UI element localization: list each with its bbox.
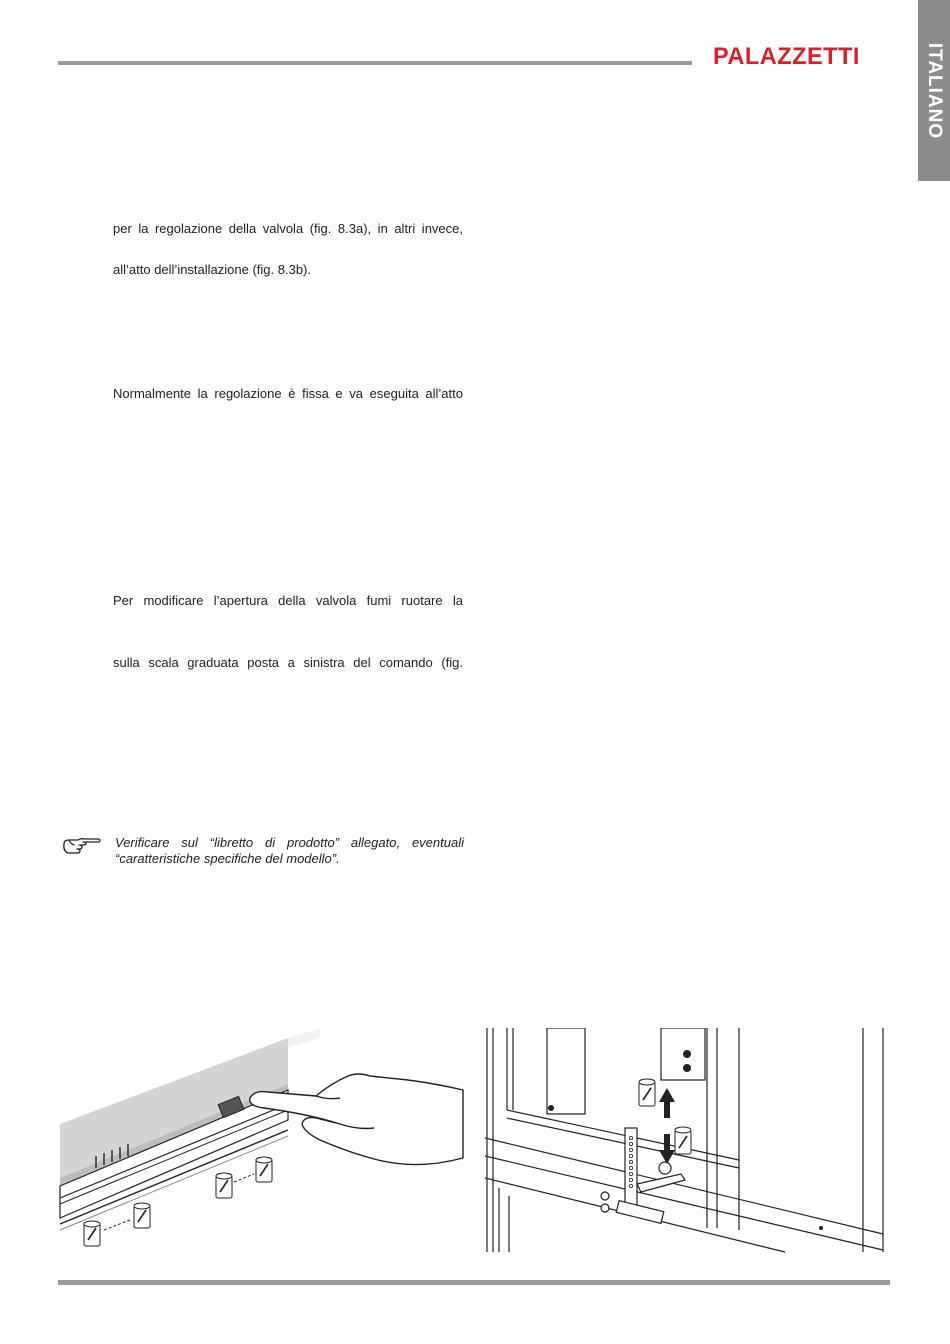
language-tab-label: ITALIANO bbox=[924, 42, 945, 139]
body-line-4: Per modificare l’apertura della valvola fumi ruotare la bbox=[113, 593, 463, 608]
language-tab[interactable] bbox=[918, 0, 950, 181]
body-line-2: all’atto dell’installazione (fig. 8.3b). bbox=[113, 262, 311, 277]
note-text bbox=[115, 835, 464, 867]
figure-hand-adjusting-lever bbox=[58, 1028, 466, 1256]
body-line-3: Normalmente la regolazione è fissa e va eseguita all’atto bbox=[113, 386, 463, 401]
footer-rule bbox=[58, 1280, 890, 1285]
pointing-hand-icon bbox=[62, 835, 102, 857]
figure-graduated-scale bbox=[485, 1028, 890, 1256]
brand-logo: PALAZZETTI bbox=[713, 43, 860, 70]
stove-panel bbox=[60, 1028, 320, 1230]
header-rule bbox=[58, 61, 692, 65]
body-line-1: per la regolazione della valvola (fig. 8.3a), in altri invece, bbox=[113, 221, 463, 236]
note-line-2: “caratteristiche specifiche del modello”. bbox=[115, 851, 340, 866]
note-line-1: Verificare sul “libretto di prodotto” allegato, eventuali bbox=[115, 835, 464, 850]
up-down-arrow-icon bbox=[659, 1088, 675, 1164]
body-line-5: sulla scala graduata posta a sinistra del comando (fig. bbox=[113, 655, 463, 670]
